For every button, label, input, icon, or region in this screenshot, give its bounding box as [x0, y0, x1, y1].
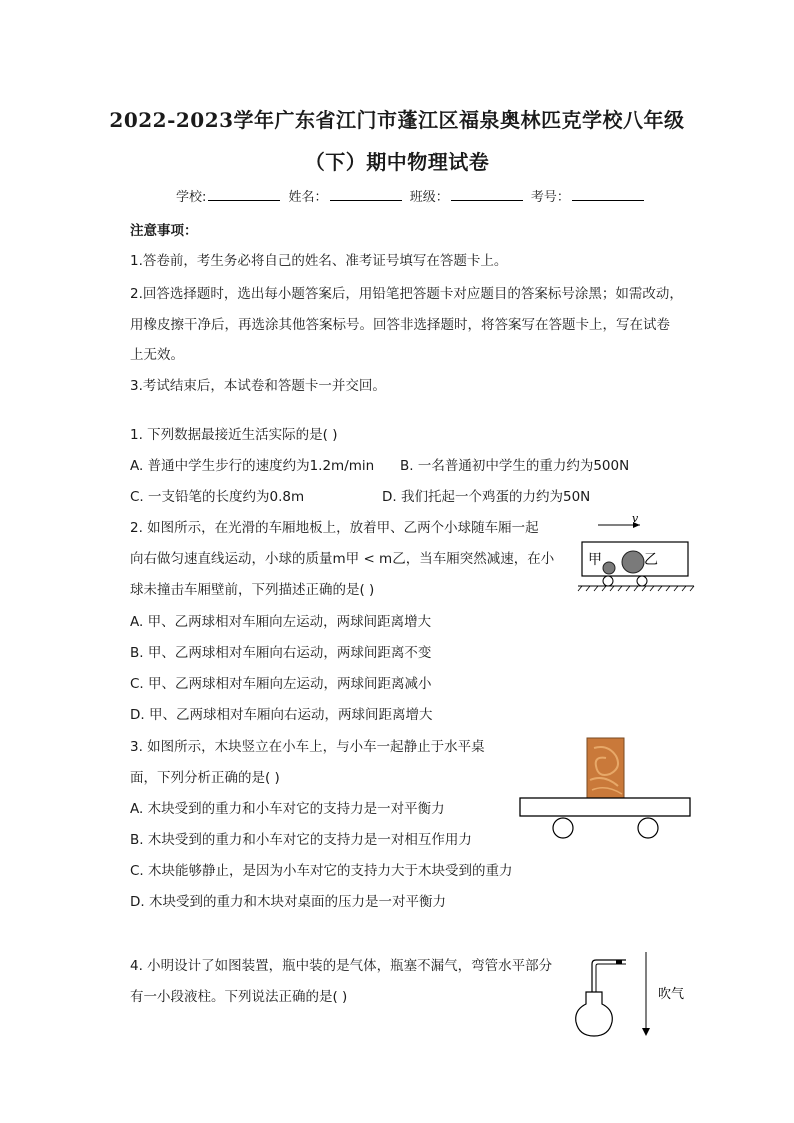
- liquid-column: [616, 960, 622, 964]
- q2-option-c: C. 甲、乙两球相对车厢向左运动，两球间距离减小: [130, 676, 432, 692]
- school-label: 学校:: [176, 190, 207, 205]
- notice-item-1: 1.答卷前，考生务必将自己的姓名、准考证号填写在答题卡上。: [130, 253, 508, 269]
- cart-wheel-left: [553, 818, 573, 838]
- notice-heading: 注意事项：: [130, 223, 198, 239]
- q3-option-d: D. 木块受到的重力和木块对桌面的压力是一对平衡力: [130, 894, 446, 910]
- q1-option-c: C. 一支铅笔的长度约为0.8m: [130, 489, 305, 505]
- class-label: 班级：: [409, 190, 449, 205]
- ball-yi: [622, 551, 644, 573]
- q2-option-b: B. 甲、乙两球相对车厢向右运动，两球间距离不变: [130, 645, 432, 661]
- q4-stem-line2: 有一小段液柱。下列说法正确的是( ): [130, 989, 348, 1005]
- q3-option-c: C. 木块能够静止，是因为小车对它的支持力大于木块受到的重力: [130, 863, 513, 879]
- bent-tube-inner: [596, 964, 626, 992]
- notice-item-3: 3.考试结束后，本试卷和答题卡一并交回。: [130, 378, 386, 394]
- q3-option-b: B. 木块受到的重力和小车对它的支持力是一对相互作用力: [130, 832, 472, 848]
- bent-tube-outer: [592, 960, 626, 992]
- cart-wheel-left: [603, 576, 613, 586]
- blow-arrow-head: [642, 1028, 650, 1036]
- q1-option-d: D. 我们托起一个鸡蛋的力约为50N: [382, 489, 591, 505]
- number-blank[interactable]: [572, 188, 644, 201]
- q2-cart-figure: [574, 512, 706, 592]
- q4-stem-line1: 4. 小明设计了如图装置，瓶中装的是气体，瓶塞不漏气，弯管水平部分: [130, 958, 553, 974]
- velocity-label: v: [632, 512, 639, 525]
- exam-title-line1: 2022-2023学年广东省江门市蓬江区福泉奥林匹克学校八年级: [109, 108, 685, 132]
- q1-stem: 1. 下列数据最接近生活实际的是( ): [130, 427, 338, 443]
- cart-deck: [520, 798, 690, 816]
- ball-jia: [603, 562, 615, 574]
- blow-label: 吹气: [658, 987, 685, 1002]
- number-label: 考号：: [530, 190, 570, 205]
- q1-option-b: B. 一名普通初中学生的重力约为500N: [400, 458, 630, 474]
- q3-stem-line1: 3. 如图所示，木块竖立在小车上，与小车一起静止于水平桌: [130, 739, 485, 755]
- ball-jia-label: 甲: [588, 552, 602, 568]
- ball-yi-label: 乙: [644, 552, 658, 568]
- student-info-row: [176, 186, 648, 205]
- name-blank[interactable]: [330, 188, 402, 201]
- q3-block-cart-figure: [518, 734, 694, 844]
- flask: [576, 992, 613, 1036]
- q2-stem-line3: 球未撞击车厢壁前，下列描述正确的是( ): [130, 582, 375, 598]
- q3-stem-line2: 面，下列分析正确的是( ): [130, 770, 280, 786]
- class-blank[interactable]: [451, 188, 523, 201]
- q2-option-a: A. 甲、乙两球相对车厢向左运动，两球间距离增大: [130, 614, 432, 630]
- q1-option-a: A. 普通中学生步行的速度约为1.2m/min: [130, 458, 375, 474]
- notice-item-2b: 用橡皮擦干净后，再选涂其他答案标号。回答非选择题时，将答案写在答题卡上，写在试卷: [130, 317, 670, 333]
- notice-item-2c: 上无效。: [130, 347, 184, 363]
- school-blank[interactable]: [208, 188, 280, 201]
- q2-option-d: D. 甲、乙两球相对车厢向右运动，两球间距离增大: [130, 707, 433, 723]
- q2-stem-line2: 向右做匀速直线运动，小球的质量m甲 < m乙，当车厢突然减速，在小: [130, 551, 555, 567]
- notice-item-2a: 2.回答选择题时，选出每小题答案后，用铅笔把答题卡对应题目的答案标号涂黑；如需改动，: [130, 286, 683, 302]
- cart-wheel-right: [638, 818, 658, 838]
- name-label: 姓名：: [288, 190, 328, 205]
- q2-stem-line1: 2. 如图所示，在光滑的车厢地板上，放着甲、乙两个小球随车厢一起: [130, 520, 539, 536]
- ground-hatching: [578, 586, 694, 591]
- q3-option-a: A. 木块受到的重力和小车对它的支持力是一对平衡力: [130, 801, 445, 817]
- q4-flask-figure: [570, 948, 700, 1038]
- cart-wheel-right: [637, 576, 647, 586]
- exam-title-line2: （下）期中物理试卷: [304, 150, 490, 174]
